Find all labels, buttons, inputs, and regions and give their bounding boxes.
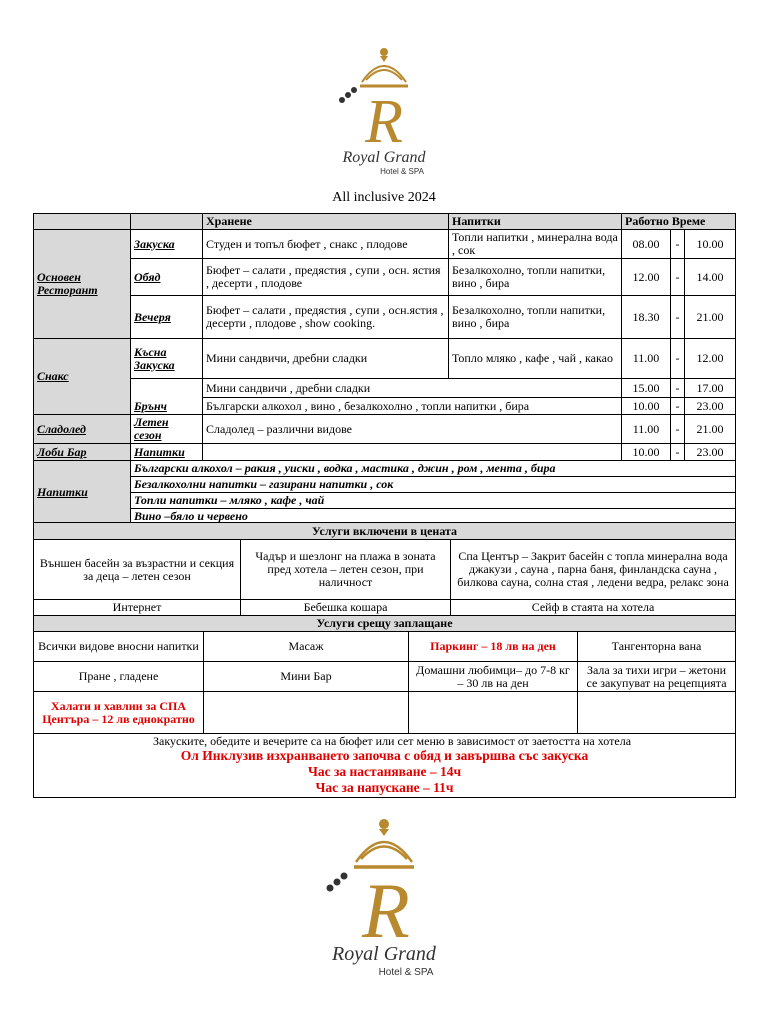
time-to: 10.00 xyxy=(685,230,736,259)
food-cell: Бюфет – салати , предястия , супи , осн. ястия , десерти , плодове xyxy=(203,259,449,296)
time-from: 12.00 xyxy=(622,259,671,296)
notes-text: Закуските, обедите и вечерите са на бюфет или сет меню в зависимост от заетостта на хотела xyxy=(153,734,632,748)
food-cell: Сладолед – различни видове xyxy=(203,415,622,444)
meal-label: Брънч xyxy=(131,379,203,415)
food-cell: Студен и топъл бюфет , снакс , плодове xyxy=(203,230,449,259)
time-dash: - xyxy=(671,296,685,339)
table-row xyxy=(34,230,736,259)
notes-cell xyxy=(34,734,736,798)
time-to: 17.00 xyxy=(685,379,736,398)
paid-service-cell: Домашни любимци– до 7-8 кг – 30 лв на ден xyxy=(409,662,578,692)
paid-service-cell: Пране , гладене xyxy=(34,662,204,692)
document-title: All inclusive 2024 xyxy=(332,190,436,205)
time-to: 23.00 xyxy=(685,444,736,461)
service-cell: Чадър и шезлонг на плажа в зоната пред хотела – летен сезон, при наличност xyxy=(241,540,451,600)
category-drinks: Напитки xyxy=(34,461,131,525)
paid-service-cell: Мини Бар xyxy=(204,662,409,692)
time-from: 08.00 xyxy=(622,230,671,259)
service-cell: Бебешка кошара xyxy=(241,600,451,616)
table-row xyxy=(34,662,736,692)
food-cell: Мини сандвичи, дребни сладки xyxy=(203,339,449,379)
drinks-cell: Български алкохол , вино , безалкохолно , топли напитки , бира xyxy=(203,398,622,415)
table-row xyxy=(34,477,736,493)
header-drinks: Напитки xyxy=(449,214,622,230)
included-title: Услуги включени в цената xyxy=(34,523,736,540)
time-dash: - xyxy=(671,259,685,296)
notes-red-line: Час за настаняване – 14ч xyxy=(307,764,462,779)
drinks-cell: Безалкохолно, топли напитки, вино , бира xyxy=(449,259,622,296)
paid-service-cell: Зала за тихи игри – жетони се закупуват на рецепцията xyxy=(578,662,736,692)
service-cell: Сейф в стаята на хотела xyxy=(451,600,736,616)
meal-label: Закуска xyxy=(131,230,203,259)
all-inclusive-table xyxy=(33,213,736,525)
time-dash: - xyxy=(671,379,685,398)
table-row xyxy=(34,259,736,296)
header-food: Хранене xyxy=(203,214,449,230)
svg-text:Hotel & SPA: Hotel & SPA xyxy=(380,167,424,176)
table-row xyxy=(34,632,736,662)
time-dash: - xyxy=(671,415,685,444)
table-row xyxy=(34,415,736,444)
drinks-line: Безалкохолни напитки – газирани напитки , сок xyxy=(131,477,736,493)
food-cell: Мини сандвичи , дребни сладки xyxy=(203,379,622,398)
food-cell: Бюфет – салати , предястия , супи , осн.ястия , десерти , плодове , show cooking. xyxy=(203,296,449,339)
meal-label: Напитки xyxy=(131,444,203,461)
time-from: 10.00 xyxy=(622,444,671,461)
service-cell: Външен басейн за възрастни и секция за деца – летен сезон xyxy=(34,540,241,600)
time-from: 15.00 xyxy=(622,379,671,398)
time-from: 11.00 xyxy=(622,339,671,379)
paid-service-cell: Всички видове вносни напитки xyxy=(34,632,204,662)
drinks-line: Български алкохол – ракия , уиски , водка , мастика , джин , ром , мента , бира xyxy=(131,461,736,477)
notes-red-line: Ол Инклузив изхранването започва с обяд и завършва със закуска xyxy=(180,748,589,763)
time-to: 21.00 xyxy=(685,296,736,339)
table-row xyxy=(34,461,736,477)
hotel-logo-top xyxy=(313,42,455,182)
meal-label: Летен сезон xyxy=(131,415,203,444)
spa-robes-price: Халати и хавлии за СПА Центъра – 12 лв еднократно xyxy=(34,692,204,734)
paid-service-cell: Масаж xyxy=(204,632,409,662)
svg-text:R: R xyxy=(362,867,410,954)
time-to: 21.00 xyxy=(685,415,736,444)
time-from: 10.00 xyxy=(622,398,671,415)
table-row xyxy=(34,600,736,616)
time-dash: - xyxy=(671,444,685,461)
notes-red-line: Час за напускане – 11ч xyxy=(315,780,454,795)
paid-title: Услуги срещу заплащане xyxy=(34,616,736,632)
section-header-row xyxy=(34,616,736,632)
time-dash: - xyxy=(671,230,685,259)
drinks-line: Топли напитки – мляко , кафе , чай xyxy=(131,493,736,509)
parking-price: Паркинг – 18 лв на ден xyxy=(409,632,578,662)
svg-text:Hotel & SPA: Hotel & SPA xyxy=(378,967,434,978)
table-row xyxy=(34,540,736,600)
service-cell: Интернет xyxy=(34,600,241,616)
services-table xyxy=(33,522,736,798)
hotel-logo-bottom xyxy=(294,812,474,982)
header-hours: Работно Време xyxy=(622,214,736,230)
time-to: 14.00 xyxy=(685,259,736,296)
table-header-row xyxy=(34,214,736,230)
svg-text:Royal Grand: Royal Grand xyxy=(342,149,426,166)
svg-text:R: R xyxy=(365,88,403,156)
section-header-row xyxy=(34,523,736,540)
time-dash: - xyxy=(671,398,685,415)
category-restaurant: Основен Ресторант xyxy=(34,230,131,339)
meal-label: Късна Закуска xyxy=(131,339,203,379)
time-from: 11.00 xyxy=(622,415,671,444)
category-icecream: Сладолед xyxy=(34,415,131,444)
time-from: 18.30 xyxy=(622,296,671,339)
meal-label: Обяд xyxy=(131,259,203,296)
table-row xyxy=(34,379,736,398)
drinks-cell: Топло мляко , кафе , чай , какао xyxy=(449,339,622,379)
notes-row xyxy=(34,734,736,798)
meal-label: Вечеря xyxy=(131,296,203,339)
table-row xyxy=(34,339,736,379)
table-row xyxy=(34,444,736,461)
table-row xyxy=(34,493,736,509)
time-dash: - xyxy=(671,339,685,379)
table-row xyxy=(34,692,736,734)
drinks-cell: Топли напитки , минерална вода , сок xyxy=(449,230,622,259)
service-cell: Спа Център – Закрит басейн с топла минерална вода джакузи , сауна , парна баня, финландска сауна , билкова сауна, солна стая , ледени ведра, релакс зона xyxy=(451,540,736,600)
time-to: 23.00 xyxy=(685,398,736,415)
category-lobby-bar: Лоби Бар xyxy=(34,444,131,461)
category-snack: Снакс xyxy=(34,339,131,415)
time-to: 12.00 xyxy=(685,339,736,379)
notes-line xyxy=(37,735,732,748)
table-row xyxy=(34,296,736,339)
drinks-cell: Безалкохолно, топли напитки, вино , бира xyxy=(449,296,622,339)
drinks-line: Вино –бяло и червено xyxy=(131,509,736,525)
svg-text:Royal Grand: Royal Grand xyxy=(332,943,436,965)
paid-service-cell: Тангенторна вана xyxy=(578,632,736,662)
